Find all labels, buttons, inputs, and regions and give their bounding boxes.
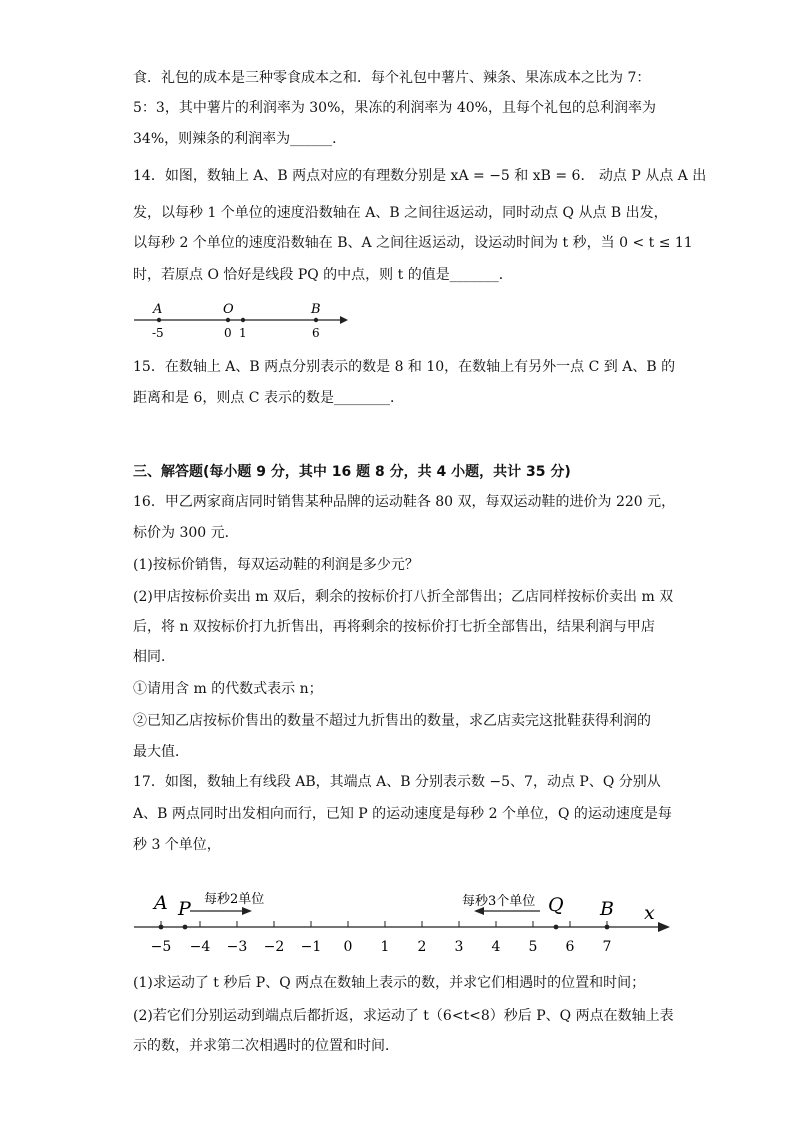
- q17-part-2: (2)若它们分别运动到端点后都折返，求运动了 t（6<t<8）秒后 P、Q 两点在数轴上表: [133, 1008, 674, 1024]
- q16-line-7: ①请用含 m 的代数式表示 n；: [133, 681, 323, 697]
- q17-tick-label: −2: [263, 939, 285, 955]
- q14-axis-arrow: [340, 316, 348, 324]
- q17-point-a-dot: [159, 925, 164, 930]
- q14-tick-6: 6: [312, 326, 320, 340]
- q14-tick-1: 1: [239, 326, 247, 340]
- q17-point-b-dot: [605, 925, 610, 930]
- q16-line-2: 标价为 300 元．: [133, 525, 239, 541]
- q14-label-b: B: [311, 302, 321, 317]
- q17-tick-label: −1: [300, 939, 322, 955]
- q14-tick-0: 0: [224, 326, 232, 340]
- q17-line-1: 17．如图，数轴上有线段 AB，其端点 A、B 分别表示数 −5、7，动点 P、Q 分别从: [133, 774, 661, 790]
- q17-line-2: A、B 两点同时出发相向而行，已知 P 的运动速度是每秒 2 个单位，Q 的运动速度是每: [133, 806, 672, 822]
- q15-line-1: 15．在数轴上 A、B 两点分别表示的数是 8 和 10，在数轴上有另外一点 C 到 A、B 的: [133, 359, 676, 375]
- q17-tick-label: 5: [528, 939, 538, 955]
- q17-part-1: (1)求运动了 t 秒后 P、Q 两点在数轴上表示的数，并求它们相遇时的位置和时间；: [133, 975, 646, 991]
- q14-point-a-dot: [157, 318, 161, 322]
- q17-tick-label: 1: [380, 939, 390, 955]
- q17-axis-arrow: [658, 922, 670, 932]
- q17-tick-label: 3: [454, 939, 464, 955]
- q17-line-3: 秒 3 个单位，: [133, 837, 221, 853]
- q17-label-b: B: [600, 898, 614, 920]
- q17-label-p: P: [178, 898, 191, 920]
- q14-label-a: A: [153, 302, 163, 317]
- q14-point-o-dot: [226, 318, 230, 322]
- q14-line-1: 14．如图，数轴上 A、B 两点对应的有理数分别是 xA = −5 和 xB = 6． 动点 P 从点 A 出: [133, 168, 707, 184]
- q17-q-speed-label: 每秒3个单位: [462, 894, 536, 909]
- q17-p-speed-label: 每秒2单位: [204, 892, 265, 907]
- q17-label-q: Q: [548, 894, 564, 916]
- q17-number-line-figure: [128, 885, 678, 965]
- q17-label-a: A: [154, 892, 168, 914]
- q16-line-9: 最大值．: [133, 744, 189, 760]
- q16-line-8: ②已知乙店按标价售出的数量不超过九折售出的数量，求乙店卖完这批鞋获得利润的: [133, 713, 651, 729]
- q16-line-4: (2)甲店按标价卖出 m 双后，剩余的按标价打八折全部售出；乙店同样按标价卖出 m 双: [133, 589, 674, 605]
- q14-line-3: 以每秒 2 个单位的速度沿数轴在 B、A 之间往返运动，设运动时间为 t 秒，当 0 < t ≤ 11: [133, 235, 693, 251]
- q15-line-2: 距离和是 6，则点 C 表示的数是________．: [133, 390, 404, 406]
- q17-part-2-cont: 示的数，并求第二次相遇时的位置和时间．: [133, 1038, 399, 1054]
- q14-tick-minus5: -5: [152, 326, 164, 340]
- q16-line-3: (1)按标价销售，每双运动鞋的利润是多少元？: [133, 557, 419, 573]
- q17-tick-label: 0: [343, 939, 353, 955]
- q17-tick-label: −5: [150, 939, 172, 955]
- q17-p-speed-arrowhead: [242, 907, 252, 915]
- q17-point-p-dot: [183, 925, 188, 930]
- q17-point-q-dot: [554, 925, 559, 930]
- q13-line-1: 食．礼包的成本是三种零食成本之和．每个礼包中薯片、辣条、果冻成本之比为 7：: [133, 70, 651, 86]
- q17-tick-label: −3: [226, 939, 248, 955]
- q16-line-6: 相同．: [133, 649, 175, 665]
- q17-label-x: x: [644, 902, 655, 924]
- q17-tick-label: 2: [417, 939, 427, 955]
- q13-line-3: 34%，则辣条的利润率为______．: [133, 131, 347, 147]
- q17-tick-label: 6: [565, 939, 575, 955]
- q14-label-o: O: [223, 302, 234, 317]
- q14-point-b-dot: [314, 318, 318, 322]
- q17-tick-label: 4: [491, 939, 501, 955]
- q17-tick-label: 7: [602, 939, 612, 955]
- q14-number-line-figure: [128, 298, 358, 346]
- q16-line-5: 后，将 n 双按标价打九折售出，再将剩余的按标价打七折全部售出，结果利润与甲店: [133, 619, 655, 635]
- q16-line-1: 16．甲乙两家商店同时销售某种品牌的运动鞋各 80 双，每双运动鞋的进价为 220 元，: [133, 494, 676, 510]
- q14-point-one-dot: [241, 318, 245, 322]
- q13-line-2: 5：3，其中薯片的利润率为 30%，果冻的利润率为 40%，且每个礼包的总利润率为: [133, 100, 656, 116]
- q14-line-2: 发，以每秒 1 个单位的速度沿数轴在 A、B 之间往返运动，同时动点 Q 从点 B 出发，: [133, 205, 668, 221]
- q17-tick-label: −4: [189, 939, 211, 955]
- q14-line-4: 时，若原点 O 恰好是线段 PQ 的中点，则 t 的值是_______．: [133, 267, 513, 283]
- section-3-heading: 三、解答题(每小题 9 分，其中 16 题 8 分，共 4 小题，共计 35 分): [133, 464, 571, 480]
